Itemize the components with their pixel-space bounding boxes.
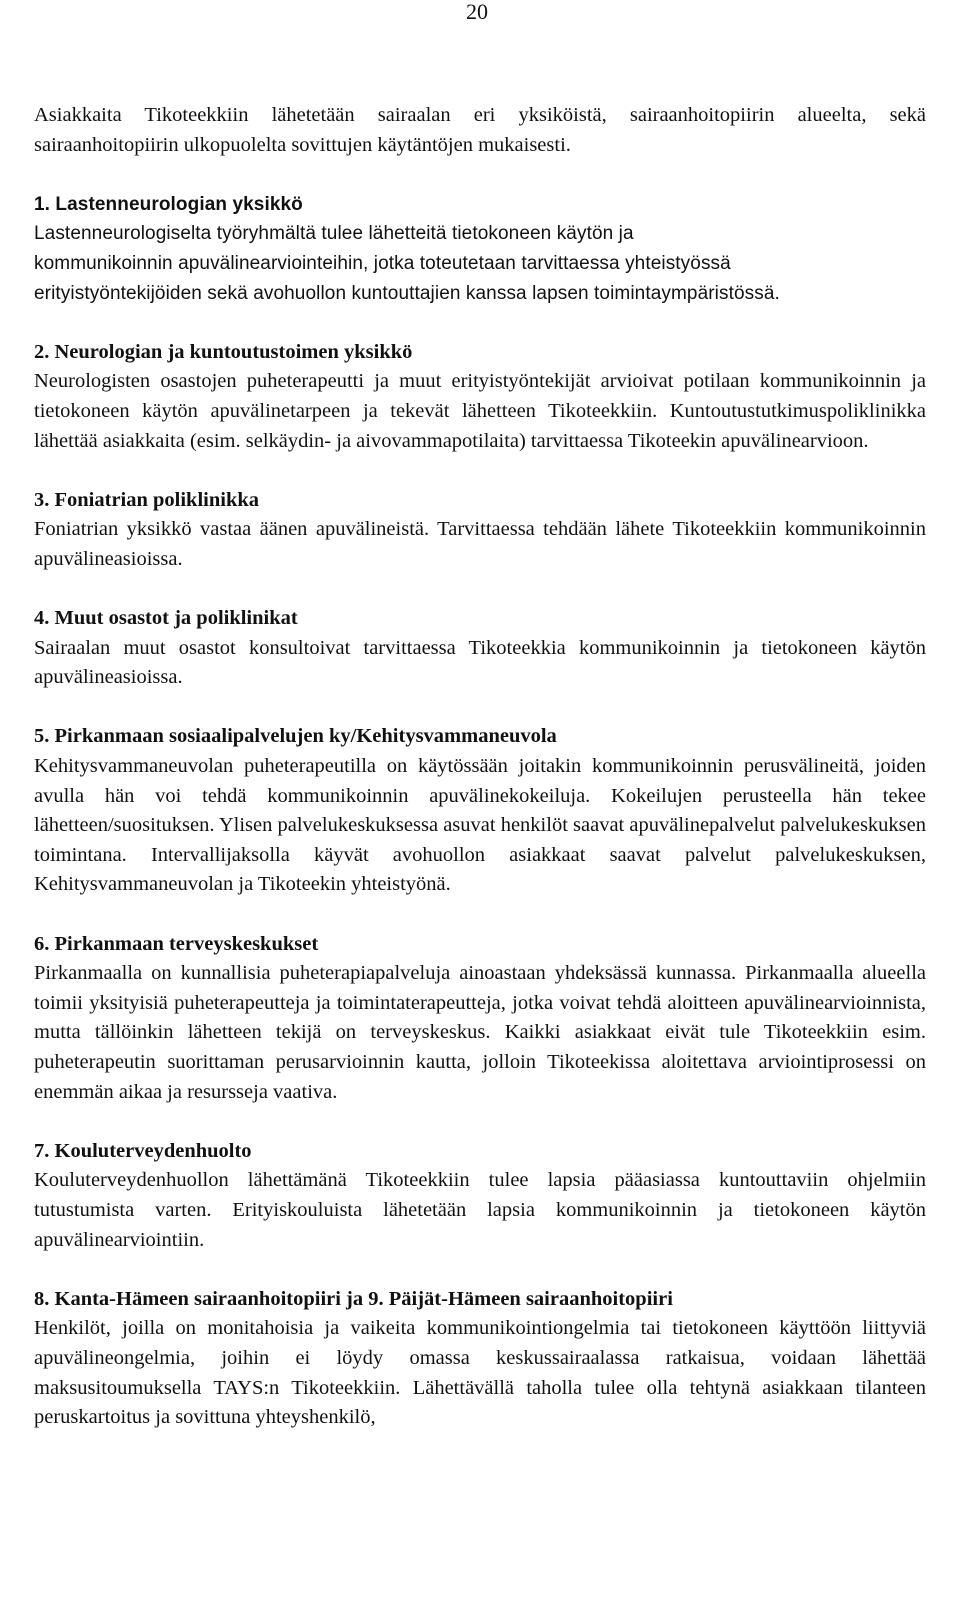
section-body-line: kommunikoinnin apuvälinearviointeihin, jotka toteutetaan tarvittaessa yhteistyössä — [34, 252, 731, 274]
section-body: Kouluterveydenhuollon lähettämänä Tikoteekkiin tulee lapsia pääasiassa kuntouttaviin ohjelmiin tutustumista varten. Erityiskouluista lähetetään lapsia kommunikoinnin ja tietokoneen käytön apuvälinearviointiin. — [34, 1169, 926, 1251]
section-lastenneurologia — [34, 190, 926, 308]
section-terveyskeskukset — [34, 930, 926, 1108]
section-kanta-paijat-hame — [34, 1285, 926, 1433]
section-heading: 1. Lastenneurologian yksikkö — [34, 193, 303, 215]
section-body: Kehitysvammaneuvolan puheterapeutilla on käytössään joitakin kommunikoinnin perusvälineitä, joiden avulla hän voi tehdä kommunikoinnin apuvälinekokeiluja. Kokeilujen perusteella hän tekee lähetteen/suosituksen. Ylisen palvelukeskuksessa asuvat henkilöt saavat apuvälinepalvelut palvelukeskuksen toimintana. Intervallijaksolla käyvät avohuollon asiakkaat saavat palvelut palvelukeskuksen, Kehitysvammaneuvolan ja Tikoteekin yhteistyönä. — [34, 755, 926, 896]
section-muut-osastot — [34, 604, 926, 693]
intro-paragraph: Asiakkaita Tikoteekkiin lähetetään sairaalan eri yksiköistä, sairaanhoitopiirin alueelta, sekä sairaanhoitopiirin ulkopuolelta sovittujen käytäntöjen mukaisesti. — [34, 104, 926, 156]
section-body: Foniatrian yksikkö vastaa äänen apuvälineistä. Tarvittaessa tehdään lähete Tikoteekkiin kommunikoinnin apuvälineasioissa. — [34, 518, 926, 570]
section-heading: 6. Pirkanmaan terveyskeskukset — [34, 932, 319, 955]
section-body-line: Lastenneurologiselta työryhmältä tulee lähetteitä tietokoneen käytön ja — [34, 223, 634, 245]
section-heading: 2. Neurologian ja kuntoutustoimen yksikkö — [34, 340, 413, 363]
section-foniatria — [34, 486, 926, 575]
section-body: Neurologisten osastojen puheterapeutti ja muut erityistyöntekijät arvioivat potilaan kommunikoinnin ja tietokoneen käytön apuvälinetarpeen ja tekevät lähetteen Tikoteekkiin. Kuntoutustutkimuspoliklinikka lähettää asiakkaita (esim. selkäydin- ja aivovammapotilaita) tarvittaessa Tikoteekin apuvälinearvioon. — [34, 370, 926, 452]
section-heading: 5. Pirkanmaan sosiaalipalvelujen ky/Kehitysvammaneuvola — [34, 725, 557, 748]
section-kehitysvammaneuvola — [34, 722, 926, 900]
document-body — [34, 101, 926, 1462]
section-body-line: erityistyöntekijöiden sekä avohuollon kuntouttajien kanssa lapsen toimintaympäristössä. — [34, 282, 780, 304]
section-heading: 7. Kouluterveydenhuolto — [34, 1139, 252, 1162]
section-body: Henkilöt, joilla on monitahoisia ja vaikeita kommunikointiongelmia tai tietokoneen käyttöön liittyviä apuvälineongelmia, joihin ei löydy omassa keskussairaalassa ratkaisua, voidaan lähettää maksusitoumuksella TAYS:n Tikoteekkiin. Lähettävällä taholla tulee olla tehtynä asiakkaan tilanteen peruskartoitus ja sovittuna yhteyshenkilö, — [34, 1317, 926, 1429]
section-heading: 3. Foniatrian poliklinikka — [34, 488, 259, 511]
page-number: 20 — [466, 0, 488, 24]
section-neurologia — [34, 338, 926, 456]
section-heading: 4. Muut osastot ja poliklinikat — [34, 607, 298, 630]
section-kouluterveydenhuolto — [34, 1137, 926, 1255]
section-heading: 8. Kanta-Hämeen sairaanhoitopiiri ja 9. Päijät-Hämeen sairaanhoitopiiri — [34, 1287, 673, 1310]
section-body: Sairaalan muut osastot konsultoivat tarvittaessa Tikoteekkia kommunikoinnin ja tietokoneen käytön apuvälineasioissa. — [34, 636, 926, 689]
section-body: Pirkanmaalla on kunnallisia puheterapiapalveluja ainoastaan yhdeksässä kunnassa. Pirkanmaalla alueella toimii yksityisiä puheterapeutteja ja toimintaterapeutteja, jotka voivat tehdä aloitteen apuvälinearvioinnista, mutta tällöinkin lähetteen tekijä on terveyskeskus. Kaikki asiakkaat eivät tule Tikoteekkiin esim. puheterapeutin suorittaman perusarvioinnin kautta, jolloin Tikoteekissa aloitettava arviointiprosessi on enemmän aikaa ja resursseja vaativa. — [34, 962, 926, 1103]
